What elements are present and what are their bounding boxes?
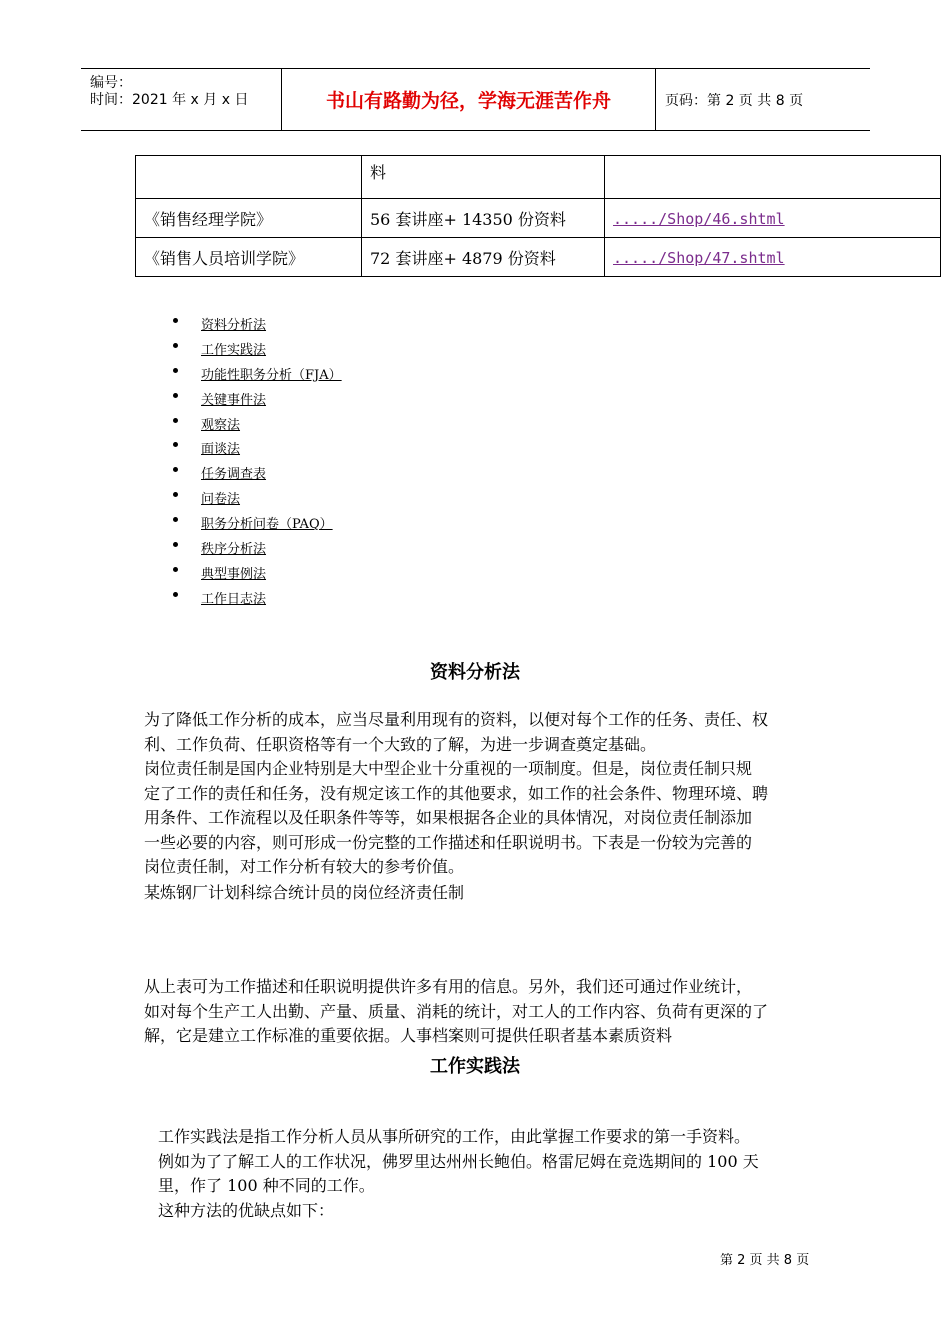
motto: 书山有路勤为径，学海无涯苦作舟 — [325, 90, 611, 112]
paragraph-line: 工作实践法是指工作分析人员从事所研究的工作，由此掌握工作要求的第一手资料。 — [158, 1127, 751, 1146]
bullet-icon — [173, 492, 178, 497]
paragraph-line: 岗位责任制，对工作分析有较大的参考价值。 — [144, 857, 465, 877]
table-row — [136, 199, 941, 238]
bullet-icon — [173, 542, 178, 547]
serial-label: 编号： — [90, 75, 132, 91]
method-link[interactable]: 观察法 — [201, 417, 241, 433]
bullet-icon — [173, 418, 178, 423]
table-cell-amount: 72 套讲座+ 4879 份资料 — [362, 238, 605, 277]
table-cell-link — [605, 199, 941, 238]
paragraph-line: 为了降低工作分析的成本，应当尽量利用现有的资料，以便对每个工作的任务、责任、权 — [144, 710, 769, 729]
paragraph-line: 岗位责任制是国内企业特别是大中型企业十分重视的一项制度。但是，岗位责任制只规 — [144, 759, 753, 778]
table-cell-name: 《销售人员培训学院》 — [136, 238, 362, 277]
paragraph-line: 从上表可为工作描述和任职说明提供许多有用的信息。另外，我们还可通过作业统计， — [144, 977, 753, 996]
table-cell-link — [605, 238, 941, 277]
method-link[interactable]: 面谈法 — [201, 442, 241, 458]
table-cell-amount: 料 — [362, 156, 605, 199]
paragraph-line: 用条件、工作流程以及任职条件等等，如果根据各企业的具体情况，对岗位责任制添加 — [144, 808, 753, 828]
paragraph-line: 里，作了 100 种不同的工作。 — [158, 1176, 375, 1196]
header-page-cell — [655, 69, 870, 130]
method-link[interactable]: 职务分析问卷（PAQ） — [201, 517, 333, 533]
paragraph-line: 某炼钢厂计划科综合统计员的岗位经济责任制 — [144, 883, 465, 902]
header-page-info: 页码：第 2 页 共 8 页 — [665, 93, 804, 109]
method-link[interactable]: 资料分析法 — [201, 318, 267, 333]
bullet-icon — [173, 567, 178, 572]
shop-link[interactable]: ...../Shop/47.shtml — [613, 248, 785, 267]
document-header — [81, 68, 870, 131]
table-cell-link — [605, 156, 941, 199]
header-meta-cell — [81, 69, 281, 130]
paragraph — [144, 757, 768, 880]
bullet-icon — [173, 318, 178, 323]
method-link[interactable]: 工作日志法 — [201, 591, 267, 607]
table-row — [136, 238, 941, 277]
method-link[interactable]: 秩序分析法 — [201, 542, 267, 558]
shop-link[interactable]: ...../Shop/46.shtml — [613, 209, 785, 228]
method-link[interactable]: 工作实践法 — [201, 342, 267, 358]
bullet-icon — [173, 467, 178, 472]
bullet-icon — [173, 393, 178, 398]
method-link[interactable]: 典型事例法 — [201, 566, 267, 582]
paragraph — [144, 881, 464, 906]
method-link[interactable]: 问卷法 — [201, 492, 241, 508]
table-cell-name — [136, 156, 362, 199]
table-cell-name: 《销售经理学院》 — [136, 199, 362, 238]
paragraph-line: 例如为了了解工人的工作状况，佛罗里达州州长鲍伯。格雷尼姆在竞选期间的 100 天 — [158, 1151, 759, 1171]
table-cell-amount: 56 套讲座+ 14350 份资料 — [362, 199, 605, 238]
paragraph-line: 利、工作负荷、任职资格等有一个大致的了解，为进一步调查奠定基础。 — [144, 734, 657, 754]
bullet-icon — [173, 517, 178, 522]
table-row — [136, 156, 941, 199]
header-motto-cell — [281, 69, 656, 130]
bullet-icon — [173, 343, 178, 348]
date-label: 时间：2021 年 x 月 x 日 — [90, 92, 249, 108]
section-title: 工作实践法 — [430, 1056, 520, 1077]
method-link[interactable]: 功能性职务分析（FJA） — [201, 367, 342, 383]
bullet-icon — [173, 592, 178, 597]
section-title: 资料分析法 — [430, 662, 520, 683]
page-footer: 第 2 页 共 8 页 — [720, 1253, 810, 1268]
paragraph — [144, 708, 768, 757]
paragraph-line: 这种方法的优缺点如下： — [158, 1200, 335, 1220]
bullet-icon — [173, 368, 178, 373]
paragraph — [144, 975, 768, 1049]
paragraph — [158, 1125, 759, 1223]
paragraph-line: 一些必要的内容，则可形成一份完整的工作描述和任职说明书。下表是一份较为完善的 — [144, 832, 753, 852]
paragraph-line: 解，它是建立工作标准的重要依据。人事档案则可提供任职者基本素质资料 — [144, 1026, 673, 1046]
method-link[interactable]: 关键事件法 — [201, 392, 267, 408]
paragraph-line: 如对每个生产工人出勤、产量、质量、消耗的统计，对工人的工作内容、负荷有更深的了 — [144, 1001, 769, 1021]
bullet-icon — [173, 442, 178, 447]
resource-table — [135, 155, 941, 277]
paragraph-line: 定了工作的责任和任务，没有规定该工作的其他要求，如工作的社会条件、物理环境、聘 — [144, 783, 769, 803]
method-link[interactable]: 任务调查表 — [201, 467, 267, 483]
